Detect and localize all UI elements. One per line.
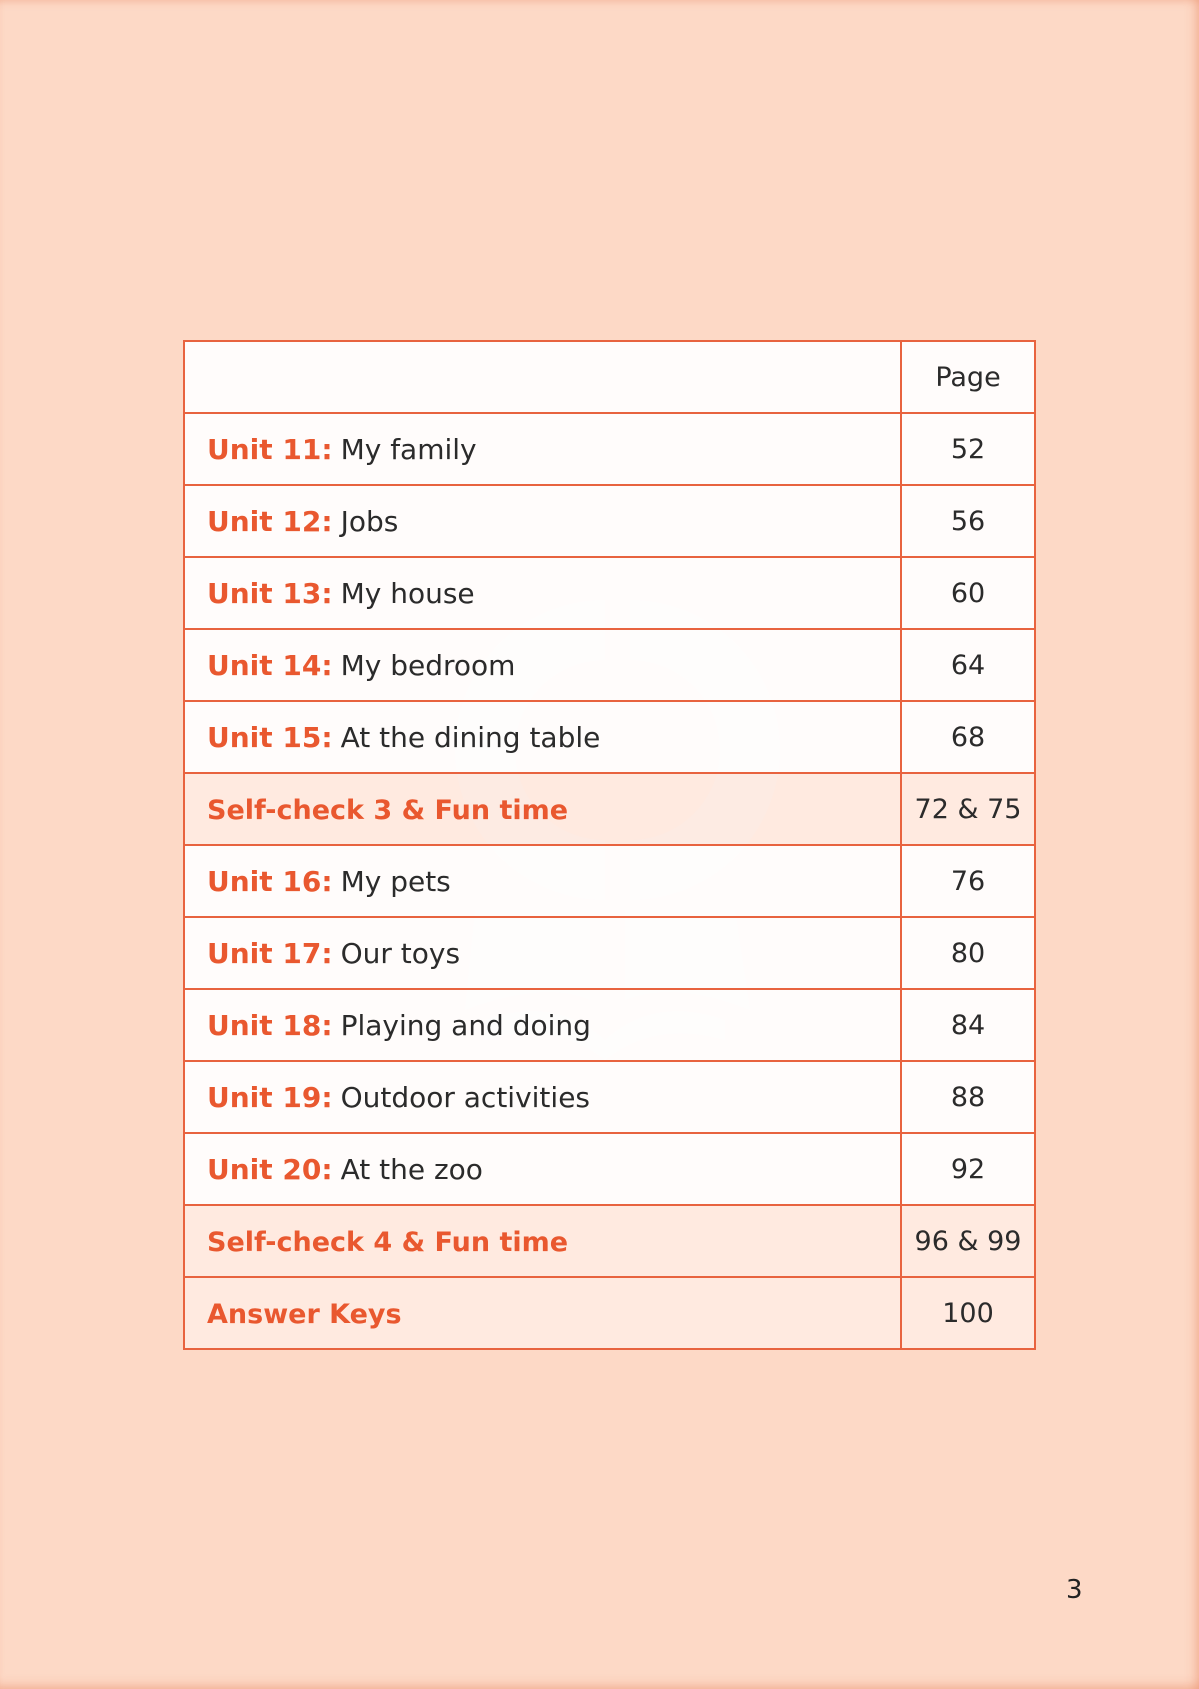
unit-title: Jobs xyxy=(340,504,399,538)
toc-row xyxy=(184,917,1035,989)
toc-title-cell xyxy=(184,557,901,629)
toc-row-self-check xyxy=(184,1205,1035,1277)
unit-title: Outdoor activities xyxy=(340,1080,591,1114)
unit-label: Unit 13: xyxy=(207,576,333,610)
toc-row xyxy=(184,629,1035,701)
toc-row xyxy=(184,989,1035,1061)
table-of-contents xyxy=(183,340,1036,1350)
toc-title-cell xyxy=(184,629,901,701)
toc-title-cell xyxy=(184,1133,901,1205)
unit-title: At the zoo xyxy=(340,1152,483,1186)
answer-keys-label: Answer Keys xyxy=(207,1298,402,1330)
toc-title-cell xyxy=(184,413,901,485)
toc-title-cell xyxy=(184,701,901,773)
toc-row-answer-keys xyxy=(184,1277,1035,1349)
unit-title: Our toys xyxy=(340,936,461,970)
toc-header-row xyxy=(184,341,1035,413)
unit-label: Unit 19: xyxy=(207,1080,333,1114)
toc-page-cell: 96 & 99 xyxy=(901,1205,1035,1277)
unit-label: Unit 15: xyxy=(207,720,333,754)
toc-page-cell: 52 xyxy=(901,413,1035,485)
toc-title-cell xyxy=(184,1061,901,1133)
self-check-label: Self-check 4 & Fun time xyxy=(207,1226,569,1258)
toc-page-cell: 92 xyxy=(901,1133,1035,1205)
toc-page-cell: 64 xyxy=(901,629,1035,701)
toc-page-cell: 56 xyxy=(901,485,1035,557)
toc-page-cell: 88 xyxy=(901,1061,1035,1133)
toc-row xyxy=(184,413,1035,485)
unit-label: Unit 16: xyxy=(207,864,333,898)
unit-title: My family xyxy=(340,432,477,466)
toc-title-cell xyxy=(184,1205,901,1277)
toc-page-cell: 84 xyxy=(901,989,1035,1061)
toc-header-page-cell: Page xyxy=(901,341,1035,413)
page-number: 3 xyxy=(1066,1575,1083,1605)
toc-title-cell xyxy=(184,845,901,917)
toc-row xyxy=(184,485,1035,557)
toc-page-cell: 80 xyxy=(901,917,1035,989)
toc-page-cell: 76 xyxy=(901,845,1035,917)
toc-row xyxy=(184,845,1035,917)
toc-row xyxy=(184,1133,1035,1205)
toc-row xyxy=(184,701,1035,773)
unit-label: Unit 20: xyxy=(207,1152,333,1186)
unit-label: Unit 14: xyxy=(207,648,333,682)
unit-title: Playing and doing xyxy=(340,1008,591,1042)
unit-label: Unit 18: xyxy=(207,1008,333,1042)
unit-title: My house xyxy=(340,576,475,610)
unit-title: My pets xyxy=(340,864,451,898)
unit-title: My bedroom xyxy=(340,648,516,682)
toc-row xyxy=(184,557,1035,629)
toc-title-cell xyxy=(184,989,901,1061)
toc-page-cell: 60 xyxy=(901,557,1035,629)
toc-page-cell: 68 xyxy=(901,701,1035,773)
toc-row xyxy=(184,1061,1035,1133)
unit-label: Unit 17: xyxy=(207,936,333,970)
toc-page-cell: 100 xyxy=(901,1277,1035,1349)
unit-label: Unit 12: xyxy=(207,504,333,538)
toc-title-cell xyxy=(184,1277,901,1349)
toc-title-cell xyxy=(184,773,901,845)
unit-title: At the dining table xyxy=(340,720,601,754)
unit-label: Unit 11: xyxy=(207,432,333,466)
toc-title-cell xyxy=(184,485,901,557)
toc-row-self-check xyxy=(184,773,1035,845)
self-check-label: Self-check 3 & Fun time xyxy=(207,794,569,826)
toc-header-title-cell xyxy=(184,341,901,413)
toc-page-cell: 72 & 75 xyxy=(901,773,1035,845)
toc-title-cell xyxy=(184,917,901,989)
